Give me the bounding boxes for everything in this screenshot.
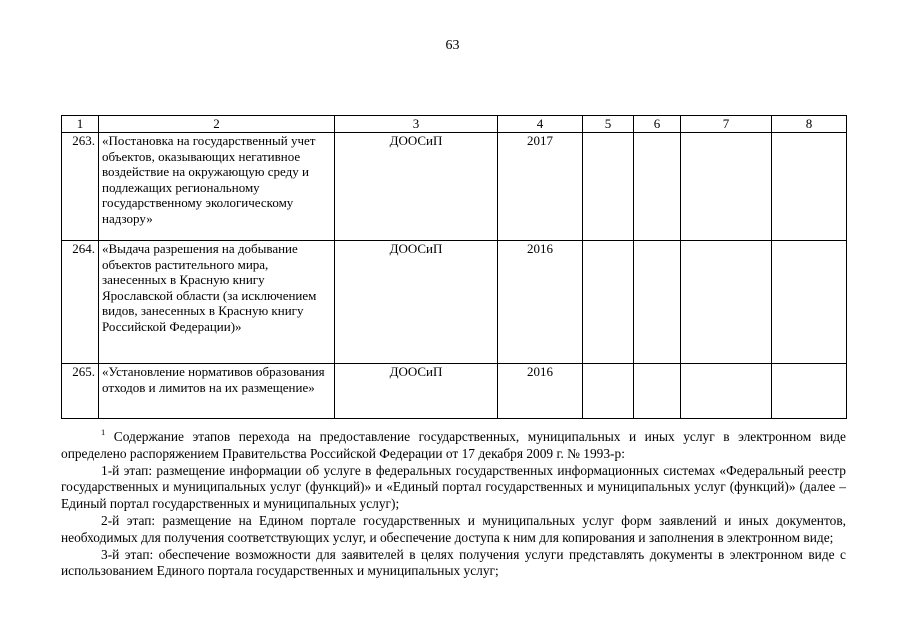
service-name: «Выдача разрешения на добывание объектов растительного мира, занесенных в Красную книгу Ярославской области (за исключением видов, занесенных в Красную книгу Российской Федерации)» bbox=[99, 241, 335, 364]
table-cell bbox=[681, 241, 772, 364]
footnote-intro bbox=[61, 429, 846, 463]
column-header: 7 bbox=[681, 116, 772, 133]
row-number: 264. bbox=[62, 241, 99, 364]
department-cell: ДООСиП bbox=[335, 133, 498, 241]
row-number: 263. bbox=[62, 133, 99, 241]
column-header: 5 bbox=[583, 116, 634, 133]
column-header: 4 bbox=[498, 116, 583, 133]
footnotes bbox=[61, 429, 846, 580]
footnote-intro-text: Содержание этапов перехода на предоставление государственных, муниципальных и иных услуг в электронном виде определено распоряжением Правительства Российской Федерации от 17 декабря 2009 г. № 1993-р: bbox=[61, 429, 846, 461]
department-cell: ДООСиП bbox=[335, 364, 498, 419]
service-name: «Установление нормативов образования отходов и лимитов на их размещение» bbox=[99, 364, 335, 419]
column-header: 1 bbox=[62, 116, 99, 133]
table-cell bbox=[772, 364, 847, 419]
table-cell bbox=[634, 364, 681, 419]
table-cell bbox=[772, 133, 847, 241]
table-cell bbox=[583, 133, 634, 241]
table-row bbox=[62, 133, 847, 241]
table-cell bbox=[583, 241, 634, 364]
year-cell: 2016 bbox=[498, 364, 583, 419]
department-cell: ДООСиП bbox=[335, 241, 498, 364]
row-number: 265. bbox=[62, 364, 99, 419]
year-cell: 2017 bbox=[498, 133, 583, 241]
table-cell bbox=[772, 241, 847, 364]
service-name: «Постановка на государственный учет объектов, оказывающих негативное воздействие на окружающую среду и подлежащих региональному государственному экологическому надзору» bbox=[99, 133, 335, 241]
table-cell bbox=[583, 364, 634, 419]
page-number: 63 bbox=[445, 38, 460, 53]
footnote-stage-1: 1-й этап: размещение информации об услуге в федеральных государственных информационных системах «Федеральный реестр государственных и муниципальных услуг (функций)» и «Единый портал государственных и муниципальных услуг (функций)» (далее – Единый портал государственных и муниципальных услуг); bbox=[61, 462, 846, 512]
column-header: 6 bbox=[634, 116, 681, 133]
table-row bbox=[62, 364, 847, 419]
services-table bbox=[61, 115, 847, 419]
footnote-marker: 1 bbox=[101, 427, 106, 437]
table-cell bbox=[634, 133, 681, 241]
table-cell bbox=[681, 133, 772, 241]
column-header: 8 bbox=[772, 116, 847, 133]
footnote-stage-3: 3-й этап: обеспечение возможности для заявителей в целях получения услуги представлять документы в электронном виде с использованием Единого портала государственных и муниципальных услуг; bbox=[61, 546, 846, 579]
table-header-row bbox=[62, 116, 847, 133]
table-cell bbox=[634, 241, 681, 364]
year-cell: 2016 bbox=[498, 241, 583, 364]
footnote-stage-2: 2-й этап: размещение на Едином портале государственных и муниципальных услуг форм заявлений и иных документов, необходимых для получения соответствующих услуг, и обеспечение доступа к ним для копирования и заполнения в электронном виде; bbox=[61, 512, 846, 545]
table-cell bbox=[681, 364, 772, 419]
table-row bbox=[62, 241, 847, 364]
column-header: 3 bbox=[335, 116, 498, 133]
column-header: 2 bbox=[99, 116, 335, 133]
